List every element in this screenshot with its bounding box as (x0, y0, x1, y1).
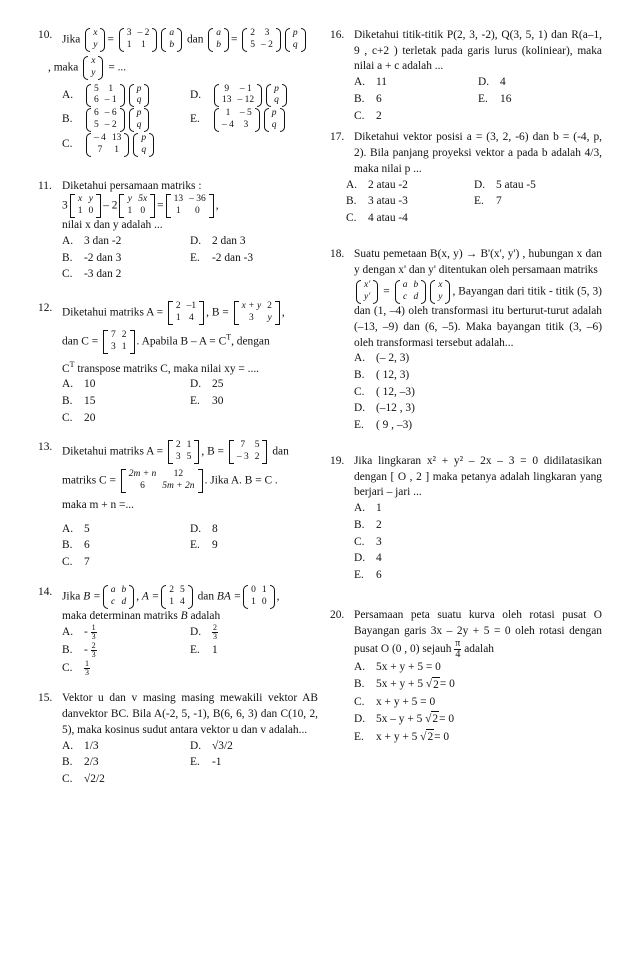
option[interactable]: A. (– 2, 3) (354, 352, 410, 365)
option[interactable]: D. 2 dan 3 (190, 234, 246, 247)
question-text: Persamaan peta suatu kurva oleh rotasi pusat O Bayangan garis 3x – 2y + 5 = 0 oleh rotasi dengan pusat O (0 , 0) sejauh $\frac{\pi}{4}$ adalah (354, 608, 602, 661)
question-number: 14. (38, 585, 53, 598)
option[interactable]: A. 3 dan -2 (62, 234, 122, 247)
question-text: , maka x y = ... (48, 55, 127, 78)
fraction: $\frac{2}{3}$ (213, 623, 217, 642)
option[interactable]: A. - $\frac{1}{3}$ (62, 623, 96, 642)
matrix-a: 2 –1 1 4 (168, 301, 204, 325)
matrix: 6 – 6 5 – 2 (86, 108, 125, 132)
option[interactable]: B. 6 (354, 92, 382, 105)
matrix-pq: p q (264, 108, 285, 132)
question-text: maka determinan matriks B adalah (62, 609, 221, 622)
question-text: , Bayangan dari titik - titik (5, 3) dan (1, –4) oleh transformasi itu berturut-turut adalah (–13, –9) dan (6, –5). Maka bayangan titik (3, –6) oleh transformasi tersebut adalah... (354, 285, 602, 349)
fraction: $\frac{1}{3}$ (91, 623, 96, 642)
matrix: 1 – 5 – 4 3 (214, 108, 260, 132)
matrix-ab: a b (161, 28, 182, 52)
option[interactable]: C. 4 atau -4 (346, 212, 408, 225)
options (62, 84, 318, 157)
matrix-b: x + y 2 3 y (234, 301, 280, 325)
option[interactable]: E. 16 (478, 92, 512, 105)
option[interactable]: C. 2 (354, 109, 382, 122)
question-16 (330, 28, 602, 124)
matrix-pq: p q (285, 28, 306, 52)
question-text: matriks C = 2m + n 12 6 5m + 2n . Jika A. B = C . (62, 469, 278, 492)
option[interactable]: D. 25 (190, 378, 224, 391)
option[interactable]: B. 5x + y + 5 √ 2 = 0 (354, 677, 602, 694)
question-text: Jika lingkaran x² + y² – 2x – 3 = 0 didilatasikan dengan [ O , 2 ] maka petanya adalah lingkaran yang berjari – jari ... (354, 454, 602, 499)
matrix-abcd: a b c d (395, 280, 427, 304)
options (62, 377, 318, 426)
option[interactable]: B. 6 (62, 539, 90, 552)
fraction-pi-over-4: $\frac{\pi}{4}$ (455, 638, 461, 661)
right-column (330, 28, 602, 760)
option[interactable]: D. 5x – y + 5 √ 2 = 0 (354, 711, 602, 728)
option[interactable]: D. 5 atau -5 (474, 178, 536, 191)
fraction: $\frac{1}{3}$ (85, 659, 89, 678)
option[interactable]: C. ( 12, –3) (354, 385, 415, 398)
matrix: 9 – 1 13 – 12 (214, 84, 262, 108)
fraction: $\frac{2}{3}$ (91, 641, 96, 660)
options (354, 501, 602, 584)
option[interactable]: E. -2 dan -3 (190, 251, 254, 264)
matrix-pq: p q (133, 133, 154, 157)
option[interactable]: E. 30 (190, 394, 224, 407)
question-number: 18. (330, 247, 345, 260)
question-18 (330, 247, 602, 434)
question-number: 20. (330, 608, 345, 621)
matrix: 13 – 36 1 0 (166, 194, 214, 218)
option[interactable]: C. $\frac{1}{3}$ (62, 659, 89, 678)
matrix-xy: x y (430, 280, 450, 304)
question-text: dan (186, 33, 204, 46)
option[interactable]: E. 6 (354, 569, 382, 582)
question-13 (38, 440, 318, 570)
question-15 (38, 691, 318, 787)
question-10: 10. Jika x y = 3 – 2 1 1 a b dan a b = 2 3 5 – 2 p q , maka x y = ... A. 5 1 6 – 1 p q D. 9 – 1 13 – 12 p q B. 6 – 6 5 – 2 p q E. 1 – 5 – 4 3 p q C. – 4 13 7 1 p q (38, 28, 318, 157)
options (354, 660, 602, 746)
question-text: maka m + n =... (62, 498, 135, 511)
question-text: Vektor u dan v masing masing mewakili vektor AB danvektor BC. Bila A(-2, 5, -1), B(6, 6, 3) dan C(10, 2, 5), maka kosinus sudut antara vektor u dan v adalah... (62, 692, 318, 736)
matrix-equation: 3 x y 1 0 – 2 y 5x 1 0 = 13 – 36 1 0 , (62, 194, 219, 217)
option[interactable]: A. 10 (62, 378, 96, 391)
option[interactable]: E. 9 (190, 539, 218, 552)
option[interactable]: E. x + y + 5 √ 2 = 0 (354, 729, 602, 746)
left-column (38, 28, 318, 802)
options (62, 624, 318, 677)
option[interactable]: C. 20 (62, 411, 96, 424)
option[interactable]: C. x + y + 5 = 0 (354, 695, 436, 708)
matrix-equation: x' y' = a b c d x y , Bayangan dari titik - titik (5, 3) dan (1, –4) oleh transformasi itu berturut-turut adalah (–13, –9) dan (6, –5). Maka bayangan titik (3, –6) oleh transformasi tersebut adalah... (354, 280, 602, 349)
question-17 (330, 130, 602, 226)
question-text: $C^T$ transpose matriks C, maka nilai xy = .... (62, 359, 260, 375)
question-number: 13. (38, 441, 53, 454)
options (354, 351, 602, 434)
option[interactable]: D. 9 – 1 13 – 12 p q (190, 84, 318, 108)
question-number: 11. (38, 179, 52, 192)
matrix-ab: a b (208, 28, 229, 52)
option[interactable]: C. -3 dan 2 (62, 268, 122, 281)
option[interactable]: D. 8 (190, 522, 218, 535)
option[interactable]: A. 1/3 (62, 739, 99, 752)
question-number: 19. (330, 454, 345, 467)
matrix-ba: 0 1 1 0 (243, 585, 275, 609)
option[interactable]: C. 3 (354, 535, 382, 548)
option[interactable]: E. -1 (190, 756, 222, 769)
option[interactable]: D. 4 (354, 552, 382, 565)
question-text: Jika (62, 33, 81, 46)
matrix-a: 2 1 3 5 (168, 440, 200, 464)
question-number: 17. (330, 131, 345, 144)
question-11 (38, 179, 318, 283)
matrix-pq: p q (129, 84, 150, 108)
matrix-xy: x y (85, 28, 105, 52)
option[interactable]: B. - $\frac{2}{3}$ (62, 641, 96, 660)
option[interactable]: B. 6 – 6 5 – 2 p q (62, 108, 190, 132)
matrix-b: a b c d (103, 585, 135, 609)
matrix: 3 – 2 1 1 (119, 28, 158, 52)
option[interactable]: E. 1 – 5 – 4 3 p q (190, 108, 318, 132)
question-14 (38, 585, 318, 677)
options (346, 178, 602, 227)
matrix-xy-prime: x' y' (356, 280, 378, 304)
option[interactable]: C. 7 (62, 556, 90, 569)
option[interactable]: B. -2 dan 3 (62, 251, 122, 264)
question-20 (330, 608, 602, 746)
option[interactable]: D. √3/2 (190, 739, 233, 752)
question-text: nilai x dan y adalah ... (62, 219, 163, 232)
option[interactable]: B. 2/3 (62, 756, 99, 769)
option[interactable]: C. √2/2 (62, 773, 105, 785)
matrix: y 5x 1 0 (119, 194, 155, 218)
option[interactable]: D. (–12 , 3) (354, 402, 415, 415)
question-text: Suatu pemetaan B(x, y) → B'(x', y') , hubungan x dan y dengan x' dan y' ditentukan oleh persamaan matriks (354, 247, 602, 276)
option[interactable]: C. – 4 13 7 1 p q (62, 133, 190, 157)
matrix-a: 2 5 1 4 (161, 585, 193, 609)
option[interactable]: D. $\frac{2}{3}$ (190, 623, 217, 642)
option[interactable]: A. 11 (354, 76, 387, 89)
matrix-pq: p q (129, 108, 150, 132)
question-text: Diketahui vektor posisi a = (3, 2, -6) dan b = (-4, p, 2). Bila panjang proyeksi vektor a pada b adalah 4/3, maka nilai p ... (354, 131, 602, 175)
matrix-b: 7 5 – 3 2 (229, 440, 268, 464)
matrix-pq: p q (266, 84, 287, 108)
question-number: 12. (38, 302, 53, 315)
matrix: 5 1 6 – 1 (86, 84, 125, 108)
question-19 (330, 454, 602, 584)
option[interactable]: A. 5 1 6 – 1 p q (62, 84, 190, 108)
question-text: Diketahui matriks A = 2 –1 1 4 , B = x + y 2 3 y , (62, 301, 285, 324)
option[interactable]: B. 15 (62, 394, 96, 407)
option[interactable]: E. ( 9 , –3) (354, 419, 413, 432)
matrix-xy: x y (83, 56, 103, 80)
matrix: – 4 13 7 1 (86, 133, 129, 157)
matrix-c: 2m + n 12 6 5m + 2n (121, 469, 203, 493)
question-number: 16. (330, 29, 345, 41)
question-12 (38, 301, 318, 426)
option[interactable]: A. 2 atau -2 (346, 178, 408, 191)
question-number: 10. (38, 29, 53, 41)
matrix: 2 3 5 – 2 (242, 28, 281, 52)
question-text: Diketahui matriks A = 2 1 3 5 , B = 7 5 – 3 2 dan (62, 440, 289, 463)
question-text: dan C = 7 2 3 1 . Apabila $B - A = C^T$, dengan (62, 329, 270, 352)
question-text: Diketahui titik-titik P(2, 3, -2), Q(3, 5, 1) dan R(a–1, 9 , c+2 ) terletak pada garis lurus (koliniear), maka nilai a + c adalah ... (354, 29, 602, 73)
option[interactable]: A. 1 (354, 502, 382, 515)
option[interactable]: A. 5x + y + 5 = 0 (354, 661, 441, 674)
question-text: Jika B = a b c d , A = 2 5 1 4 dan BA = 0 1 1 0 , (62, 584, 280, 607)
options (62, 739, 318, 788)
options (62, 234, 318, 283)
options (62, 522, 318, 571)
option[interactable]: E. 1 (190, 643, 218, 656)
option[interactable]: B. 3 atau -3 (346, 195, 408, 208)
option[interactable]: D. 4 (478, 76, 506, 89)
matrix: x y 1 0 (70, 194, 102, 218)
question-number: 15. (38, 692, 53, 705)
option[interactable]: B. ( 12, 3) (354, 368, 410, 381)
question-text: Diketahui persamaan matriks : (62, 179, 202, 192)
option[interactable]: E. 7 (474, 195, 502, 208)
option[interactable]: A. 5 (62, 522, 90, 535)
option[interactable]: B. 2 (354, 518, 382, 531)
options (354, 75, 602, 124)
matrix-c: 7 2 3 1 (103, 330, 135, 354)
